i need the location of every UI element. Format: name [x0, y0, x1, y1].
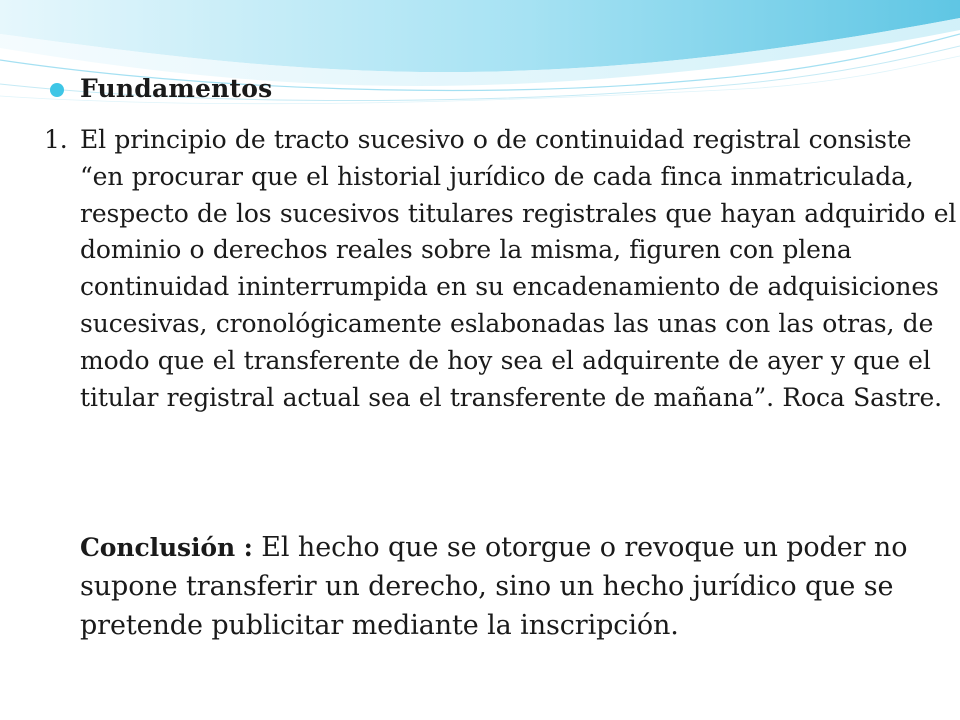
section-heading: Fundamentos: [80, 74, 273, 103]
heading-row: [50, 74, 272, 103]
paragraph-text: El principio de tracto sucesivo o de continuidad registral consiste “en procurar que el historial jurídico de cada finca inmatriculada, respecto de los sucesivos titulares registrales que hayan adquirido el dominio o derechos reales sobre la misma, figuren con plena continuidad ininterrumpida en su encadenamiento de adquisiciones sucesivas, cronológicamente eslabonadas las unas con las otras, de modo que el transferente de hoy sea el adquirente de ayer y que el titular registral actual sea el transferente de mañana”. Roca Sastre.: [80, 125, 957, 412]
paragraph-1: [44, 122, 960, 416]
bullet-dot-icon: [50, 83, 64, 97]
conclusion-text: El hecho que se otorgue o revoque un poder no supone transferir un derecho, sino un hecho jurídico que se pretende publicitar mediante la inscripción.: [80, 532, 908, 641]
conclusion-label: Conclusión :: [80, 533, 253, 562]
conclusion-paragraph: [80, 528, 920, 645]
paragraph-number: 1.: [44, 125, 68, 154]
